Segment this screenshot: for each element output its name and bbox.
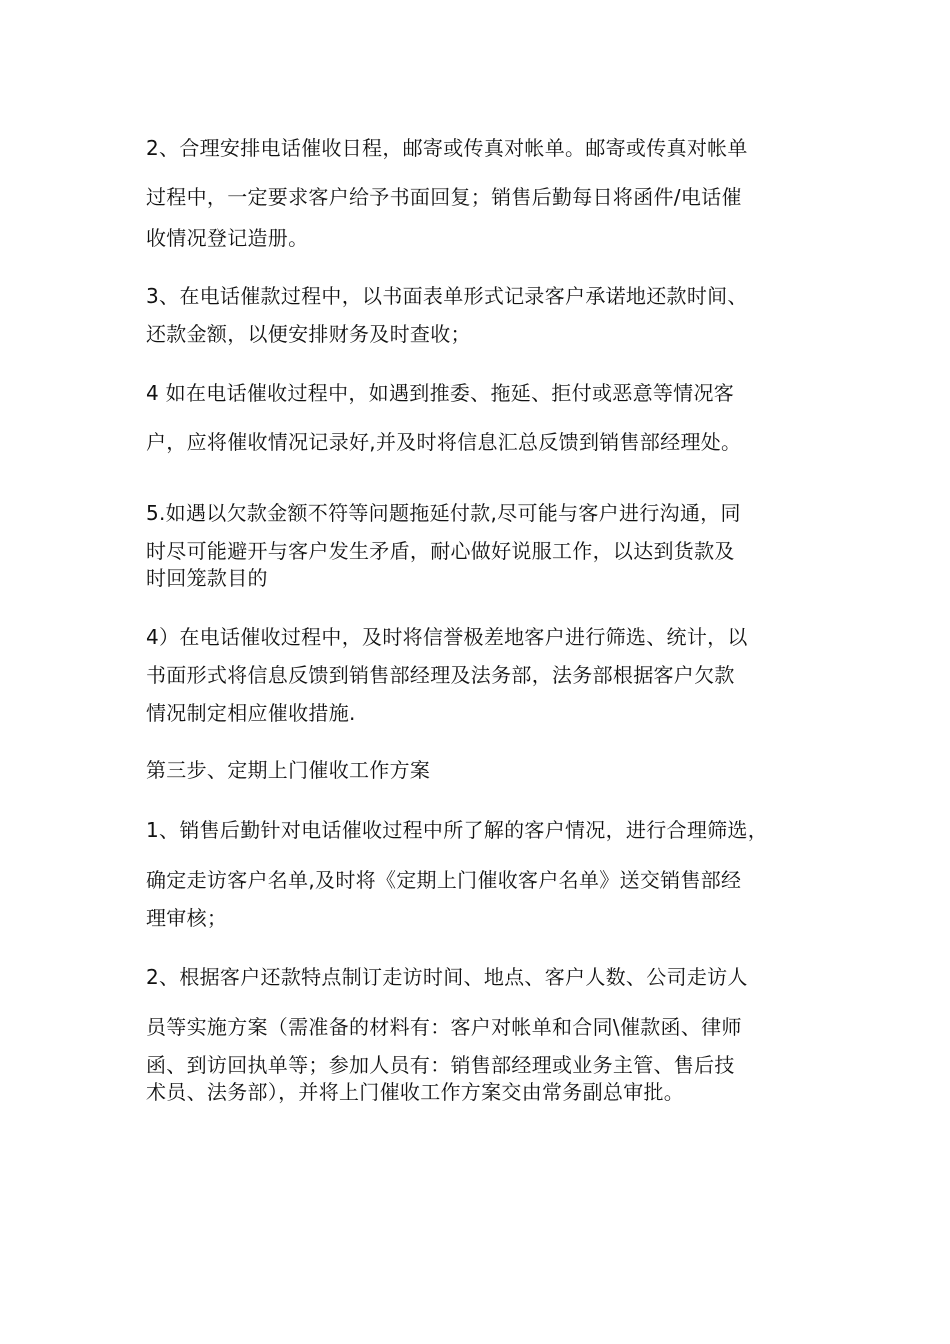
text-line: 2、根据客户还款特点制订走访时间、地点、客户人数、公司走访人: [146, 965, 748, 989]
text-line: 4）在电话催收过程中，及时将信誉极差地客户进行筛选、统计，以: [146, 625, 748, 649]
text-line: 员等实施方案（需准备的材料有：客户对帐单和合同\催款函、律师: [146, 1015, 742, 1039]
text-line: 函、到访回执单等；参加人员有：销售部经理或业务主管、售后技: [146, 1053, 735, 1077]
text-line: 收情况登记造册。: [146, 226, 309, 250]
text-line: 3、在电话催款过程中，以书面表单形式记录客户承诺地还款时间、: [146, 284, 748, 308]
text-line: 确定走访客户名单,及时将《定期上门催收客户名单》送交销售部经: [146, 868, 742, 892]
text-line: 过程中，一定要求客户给予书面回复；销售后勤每日将函件/电话催: [146, 185, 742, 209]
text-line: 5.如遇以欠款金额不符等问题拖延付款,尽可能与客户进行沟通，同: [146, 501, 741, 525]
text-line: 术员、法务部），并将上门催收工作方案交由常务副总审批。: [146, 1080, 685, 1104]
text-line: 2、合理安排电话催收日程，邮寄或传真对帐单。邮寄或传真对帐单: [146, 136, 748, 160]
section-heading: 第三步、定期上门催收工作方案: [146, 758, 431, 782]
text-line: 时回笼款目的: [146, 566, 268, 590]
text-line: 户，应将催收情况记录好,并及时将信息汇总反馈到销售部经理处。: [146, 430, 742, 454]
text-line: 理审核；: [146, 906, 228, 930]
text-line: 情况制定相应催收措施.: [146, 701, 356, 725]
text-line: 书面形式将信息反馈到销售部经理及法务部，法务部根据客户欠款: [146, 663, 735, 687]
text-line: 时尽可能避开与客户发生矛盾，耐心做好说服工作，以达到货款及: [146, 539, 735, 563]
text-line: 1、销售后勤针对电话催收过程中所了解的客户情况，进行合理筛选，: [146, 818, 769, 842]
text-line: 还款金额，以便安排财务及时查收；: [146, 322, 471, 346]
text-line: 4 如在电话催收过程中，如遇到推委、拖延、拒付或恶意等情况客: [146, 381, 735, 405]
